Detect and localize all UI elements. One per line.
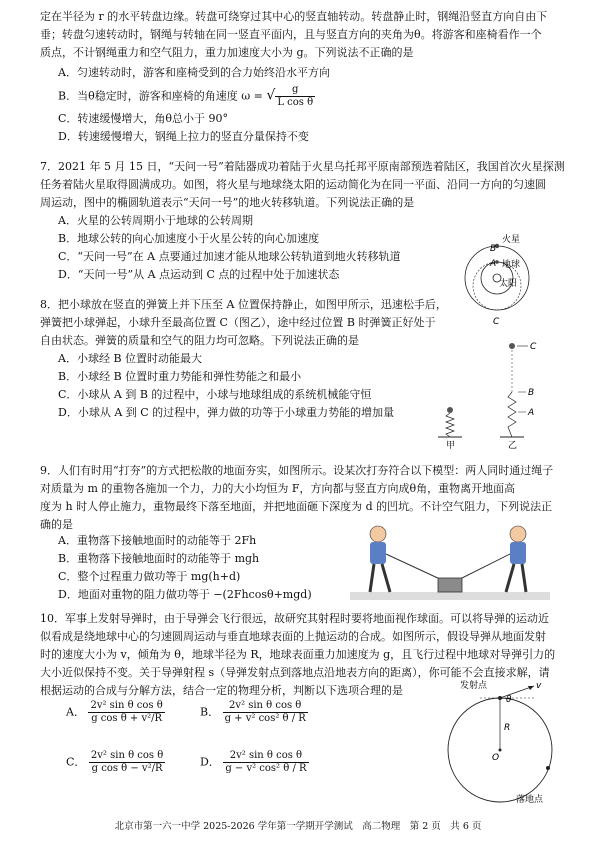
q9-line-3: 度为 h 时人停止施力，重物最终下落至地面，并把地面砸下深度为 d 的凹坑。不计空气阻力，下列说法正: [40, 500, 553, 513]
q10-a-num: 2v² sin θ cos θ: [90, 700, 163, 711]
q10-b-den: g + v² cos² θ / R: [224, 713, 306, 724]
q10-label-o: O: [492, 753, 500, 763]
q7-label-mars: 火星: [502, 235, 521, 245]
q7-label-c: C: [493, 317, 500, 327]
page-footer: 北京市第一六一中学 2025-2026 学年第一学期开学测试 高二物理 第 2 页 共 6 页: [114, 821, 482, 832]
q8-spring-diagram: [420, 332, 540, 452]
q8-label-a: A: [528, 408, 535, 418]
q6-line-2: 垂；转盘匀速转动时，钢绳与转轴在同一竖直平面内，且与竖直方向的夹角为θ。将游客和座椅看作一个: [40, 28, 542, 41]
q10-line-3: 时的速度大小为 v，倾角为 θ，地球半径为 R，地球表面重力加速度为 g，且飞行过程中地球对导弹引力的: [40, 648, 556, 661]
q9-line-2: 对质量为 m 的重物各施加一个力，力的大小均恒为 F，方向都与竖直方向成θ角，重物离开地面高: [40, 482, 516, 495]
q7-label-b: B: [490, 244, 497, 254]
q10-label-land: 落地点: [516, 795, 544, 805]
q6-b-num: g: [275, 84, 315, 97]
q7-label-earth: 地球: [502, 260, 521, 270]
q9-option-c: C．整个过程重力做功等于 mg(h+d): [58, 570, 241, 583]
q10-c-label: C．: [66, 755, 86, 769]
rope-right: [458, 554, 510, 580]
q6-option-b: B．当θ稳定时，游客和座椅的角速度 ω = √ $\frac{g}{\text{L cos θ}}$: [58, 84, 314, 108]
q10-option-b: [200, 700, 308, 725]
q10-option-c: [66, 750, 165, 775]
q10-line-2: 似看成是绕地球中心的匀速圆周运动与垂直地球表面的上抛运动的合成。如图所示，假设导弹从地面发射: [40, 630, 546, 643]
q10-c-den: g cos θ − v²/R: [91, 763, 163, 774]
ball-jia-icon: [447, 407, 453, 413]
person-left-body-icon: [370, 542, 386, 564]
q8-label-c-top: C: [530, 342, 537, 352]
q6-option-d: D．转速缓慢增大，钢绳上拉力的竖直分量保持不变: [58, 130, 309, 143]
q10-option-d: [200, 750, 309, 775]
q8-option-b: B．小球经 B 位置时重力势能和弹性势能之和最小: [58, 370, 302, 383]
q10-c-num: 2v² sin θ cos θ: [90, 750, 164, 761]
q10-a-label: A．: [66, 705, 85, 719]
q10-option-a: [66, 700, 165, 725]
q8-option-d: D．小球从 A 到 C 的过程中，弹力做的功等于小球重力势能的增加量: [58, 406, 395, 419]
q6-line-3: 质点，不计钢绳重力和空气阻力，重力加速度大小为 g。下列说法不正确的是: [40, 46, 414, 59]
q6-option-b-text: B．当θ稳定时，游客和座椅的角速度 ω =: [58, 89, 263, 103]
q6-option-c: C．转速缓慢增大，角θ总小于 90°: [58, 112, 229, 125]
q9-option-a: A．重物落下接触地面时的动能等于 2Fh: [58, 534, 257, 547]
landing-point-dot: [546, 766, 550, 770]
q7-line-2: 任务着陆火星取得圆满成功。如图，将火星与地球绕太阳的运动简化为在同一平面、沿同一方向的匀速圆: [40, 178, 546, 191]
q10-label-v: v: [536, 681, 542, 691]
q7-label-sun: 太阳: [499, 279, 518, 289]
q9-line-4: 确的是: [40, 518, 73, 531]
ground: [350, 592, 550, 600]
person-right-head-icon: [510, 526, 526, 542]
q10-line-5: 根据运动的合成与分解方法，结合一定的物理分析，判断以下选项合理的是: [40, 684, 403, 697]
q9-tamping-illustration: [350, 520, 550, 605]
q7-line-3: 周运动，图中的椭圆轨道表示“天问一号”的地火转移轨道。下列说法正确的是: [40, 196, 415, 209]
q10-line-1: 10．军事上发射导弹时，由于导弹会飞行很远，故研究其射程时要将地面视作球面。可以将导弹的运动近: [40, 612, 549, 625]
q10-label-theta: θ: [506, 695, 512, 705]
q6-b-den: L cos θ: [277, 97, 314, 108]
q7-label-a: A: [490, 259, 497, 269]
q10-label-r: R: [504, 723, 511, 733]
q10-d-num: 2v² sin θ cos θ: [223, 750, 308, 763]
q10-missile-diagram: [440, 680, 570, 810]
spring-yi: [508, 392, 516, 437]
q8-option-c: C．小球从 A 到 B 的过程中，小球与地球组成的系统机械能守恒: [58, 388, 372, 401]
q7-line-1: 7．2021 年 5 月 15 日，“天问一号”着陆器成功着陆于火星乌托邦平原南部预选着陆区，我国首次火星探测: [40, 160, 565, 173]
q6-option-a: A．匀速转动时，游客和座椅受到的合力始终沿水平方向: [58, 66, 330, 79]
q8-line-2: 弹簧把小球弹起，小球升至最高位置 C（图乙），途中经过位置 B 时弹簧正好处于: [40, 316, 436, 329]
q8-label-jia: 甲: [446, 441, 456, 451]
q8-label-b: B: [528, 388, 535, 398]
weight-block: [438, 578, 462, 592]
q7-option-c: C．“天问一号”在 A 点要通过加速才能从地球公转轨道到地火转移轨道: [58, 250, 401, 263]
q9-option-d: D．地面对重物的阻力做功等于 −(2Fhcosθ+mgd): [58, 588, 312, 601]
q10-d-label: D．: [200, 755, 220, 769]
q10-b-label: B．: [200, 705, 220, 719]
q6-option-b-fraction: [275, 84, 315, 109]
q10-label-launch: 发射点: [460, 681, 488, 691]
q10-a-den: g cos θ + v²/R: [91, 713, 163, 724]
spring-jia: [446, 413, 454, 437]
q9-line-1: 9．人们有时用“打夯”的方式把松散的地面夯实，如图所示。设某次打夯符合以下模型：两人同时通过绳子: [40, 464, 554, 477]
q10-b-num: 2v² sin θ cos θ: [223, 700, 308, 713]
q8-label-yi: 乙: [508, 441, 518, 451]
person-right-body-icon: [510, 542, 526, 564]
q10-d-den: g − v² cos² θ / R: [225, 763, 307, 774]
q7-option-d: D．“天问一号”从 A 点运动到 C 点的过程中处于加速状态: [58, 268, 340, 281]
ball-c-icon: [509, 343, 515, 349]
person-left-head-icon: [370, 526, 386, 542]
q10-line-4: 大小近似保持不变。关于导弹射程 s（导弹发射点到落地点沿地表方向的距离），你可能不会直接求解，请: [40, 666, 550, 679]
q9-option-b: B．重物落下接触地面时的动能等于 mgh: [58, 552, 260, 565]
q8-line-1: 8．把小球放在竖直的弹簧上并下压至 A 位置保持静止，如图甲所示，迅速松手后，: [40, 298, 447, 311]
rope-left: [386, 554, 442, 580]
q7-option-a: A．火星的公转周期小于地球的公转周期: [58, 214, 253, 227]
q7-orbit-diagram: [462, 228, 532, 328]
q8-option-a: A．小球经 B 位置时动能最大: [58, 352, 203, 365]
q6-line-1: 定在半径为 r 的水平转盘边缘。转盘可绕穿过其中心的竖直轴转动。转盘静止时，钢绳沿竖直方向自由下: [40, 10, 548, 23]
q8-line-3: 自由状态。弹簧的质量和空气的阻力均可忽略。下列说法正确的是: [40, 334, 359, 347]
q7-option-b: B．地球公转的向心加速度小于火星公转的向心加速度: [58, 232, 320, 245]
